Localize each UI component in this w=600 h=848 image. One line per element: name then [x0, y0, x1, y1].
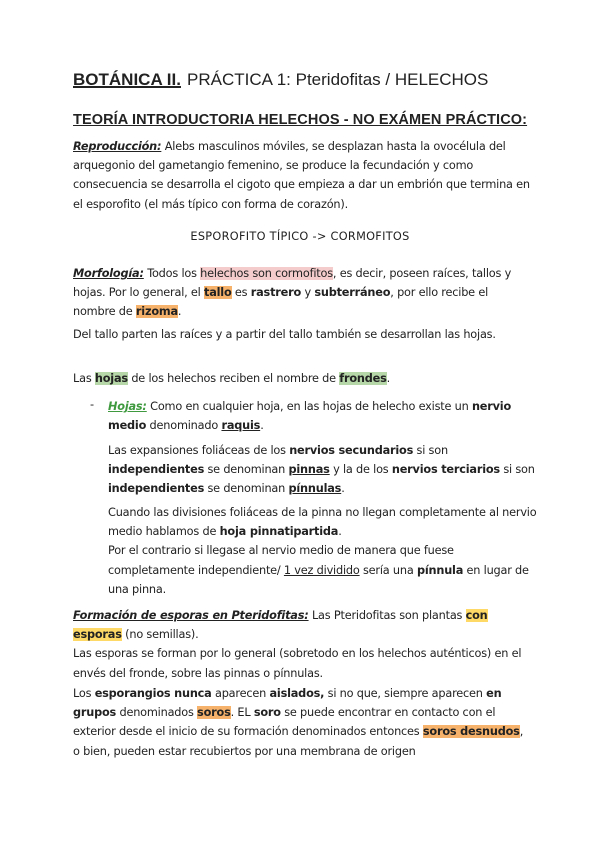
text: Las esporas se forman por lo general (sobretodo en los helechos auténticos) en el envés del fronde, sobre las pinnas o pínnulas. — [73, 647, 522, 680]
text: se denominan — [204, 463, 289, 477]
bold-nervios-terciarios: nervios terciarios — [391, 463, 500, 477]
bullet-dash: - — [90, 398, 95, 411]
hojas-paragraph — [108, 397, 538, 435]
text: denominado — [146, 419, 222, 433]
text: en lugar de una pinna. — [108, 563, 529, 596]
text: . — [386, 372, 391, 385]
expansiones-paragraph — [108, 441, 538, 499]
esporas-label: Formación de esporas en Pteridofitas: — [73, 609, 309, 622]
text: si son — [413, 444, 448, 457]
text: . — [338, 525, 342, 539]
text: si son — [499, 463, 535, 477]
bold-pinnulas: pínnulas — [288, 482, 342, 496]
esporangios-paragraph — [73, 684, 533, 761]
highlight-frondes: frondes — [339, 372, 387, 385]
text: de los helechos reciben el nombre de — [127, 372, 340, 385]
text: (no semillas). — [121, 628, 199, 642]
text: se denominan — [204, 482, 289, 496]
reproduccion-paragraph — [73, 137, 533, 214]
bold-nervios-secundarios: nervios secundarios — [289, 444, 414, 457]
section-heading: TEORÍA INTRODUCTORIA HELECHOS - NO EXÁMEN PRÁCTICO: — [73, 112, 528, 128]
bold-nervio-medio: nervio medio — [108, 400, 512, 433]
highlight-rizoma: rizoma — [135, 305, 178, 319]
bold-independientes: independientes — [108, 463, 205, 477]
text: Las Pteridofitas son plantas — [308, 609, 466, 622]
morfologia-label: Morfología: — [73, 267, 144, 280]
text: aparecen — [211, 687, 270, 700]
text: , o bien, pueden estar recubiertos por una membrana de origen — [73, 725, 524, 758]
highlight-soros-desnudos: soros desnudos — [422, 725, 520, 739]
text: . — [177, 305, 182, 319]
bold-rastrero: rastrero — [250, 286, 302, 300]
text: Como en cualquier hoja, en las hojas de helecho existe un — [146, 400, 472, 413]
bold-aislados: aislados, — [269, 687, 325, 700]
text: , por ello recibe el nombre de — [73, 286, 489, 319]
text: Todos los — [143, 267, 201, 280]
document-title — [73, 70, 488, 90]
practice-title: PRÁCTICA 1: Pteridofitas / HELECHOS — [186, 70, 489, 89]
text: y — [301, 286, 315, 300]
text: . — [341, 482, 345, 496]
bold-independientes-2: independientes — [108, 482, 205, 496]
text: Las expansiones foliáceas de los — [108, 444, 290, 457]
bold-pinnula: pínnula — [416, 563, 464, 577]
highlight-hojas: hojas — [94, 372, 128, 385]
morfologia-paragraph — [73, 264, 533, 322]
tallo-paragraph: Del tallo parten las raíces y a partir del tallo también se desarrollan las hojas. — [73, 328, 496, 341]
text: se puede encontrar en contacto con el exterior desde el inicio de su formación denominados entonces — [73, 706, 496, 739]
text: sería una — [359, 563, 417, 577]
esporofito-line: ESPOROFITO TÍPICO -> CORMOFITOS — [190, 230, 410, 243]
bold-raquis: raquis — [221, 419, 261, 433]
bold-soro: soro — [253, 706, 281, 720]
text: . — [260, 419, 264, 433]
reproduccion-text: Alebs masculinos móviles, se desplazan hasta la ovocélula del arquegonio del gametangio femenino, se produce la fecundación y como consecuencia se desarrolla el cigoto que empieza a dar un embrión que termina en el esporofito (el más típico con forma de corazón). — [73, 140, 530, 211]
reproduccion-label: Reproducción: — [73, 140, 162, 153]
text: es — [231, 286, 251, 300]
text: , es decir, poseen raíces, tallos y hojas. Por lo general, el — [73, 267, 512, 300]
text: . EL — [230, 706, 254, 720]
text: denominados — [116, 706, 198, 720]
highlight-cormofitos: helechos son cormofitos — [200, 267, 333, 280]
highlight-soros: soros — [197, 706, 231, 720]
text: si no que, siempre aparecen — [324, 687, 487, 700]
highlight-tallo: tallo — [204, 286, 232, 300]
highlight-con-esporas: con esporas — [73, 609, 488, 642]
bold-hoja-pinnatipartida: hoja pinnatipartida — [219, 525, 339, 539]
bold-pinnas: pinnas — [288, 463, 330, 477]
subject-title: BOTÁNICA II. — [73, 70, 181, 89]
text: Los — [73, 687, 95, 700]
underline-1-vez-dividido: 1 vez dividido — [283, 563, 360, 577]
frondes-paragraph — [73, 369, 533, 388]
divisiones-paragraph — [108, 503, 538, 599]
bold-esporangios-nunca: esporangios nunca — [94, 687, 212, 700]
hojas-label: Hojas: — [108, 400, 147, 413]
bold-subterraneo: subterráneo — [314, 286, 391, 300]
bold-en-grupos: en grupos — [73, 687, 502, 720]
text: Por el contrario si llegase al nervio medio de manera que fuese completamente independiente/ — [108, 544, 454, 577]
text: Cuando las divisiones foliáceas de la pinna no llegan completamente al nervio medio hablamos de — [108, 506, 537, 539]
esporas-paragraph — [73, 606, 533, 683]
text: y la de los — [329, 463, 392, 477]
text: Las — [73, 372, 95, 385]
